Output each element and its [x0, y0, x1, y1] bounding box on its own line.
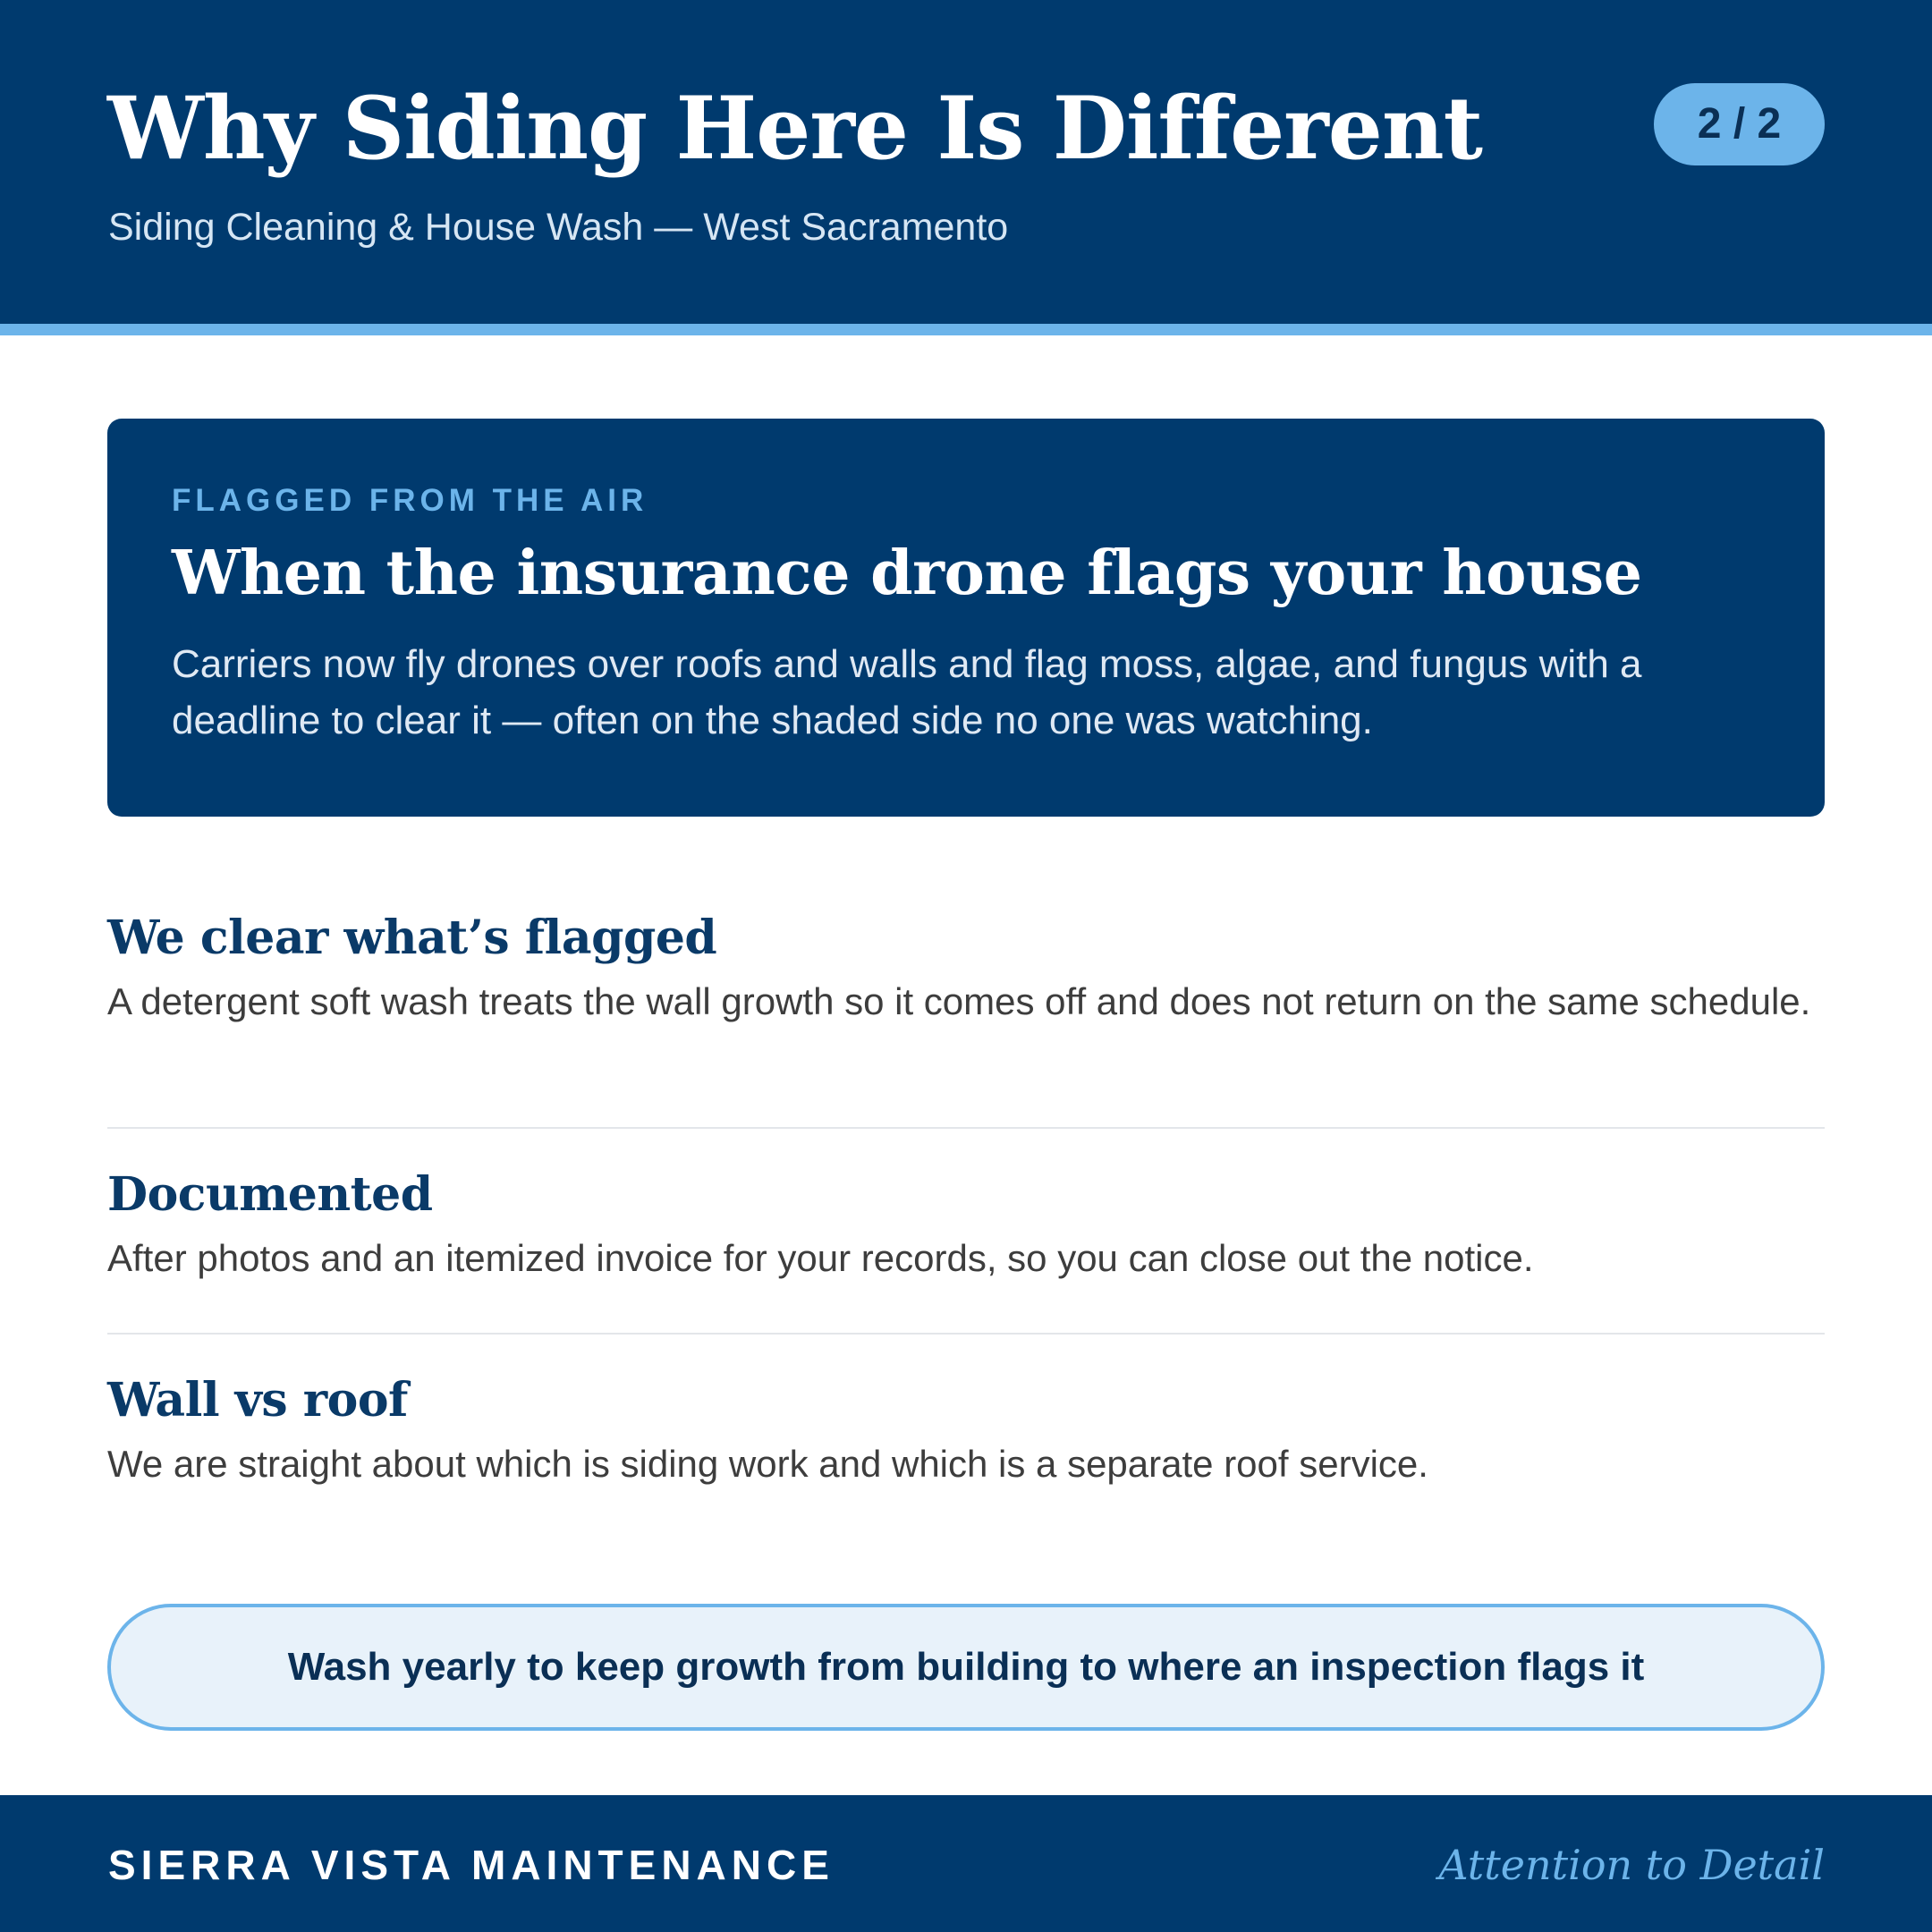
page-counter-badge: 2 / 2 [1654, 83, 1825, 165]
feature-body: A detergent soft wash treats the wall growth so it comes off and does not return on the same schedule. [107, 980, 1811, 1022]
feature-title: Documented [107, 1167, 433, 1222]
hero-title: When the insurance drone flags your house [172, 538, 1642, 609]
hero-body: Carriers now fly drones over roofs and walls and flag moss, algae, and fungus with a deadline to clear it — often on the shaded side no one was watching. [172, 642, 1642, 742]
hero-kicker: FLAGGED FROM THE AIR [172, 483, 648, 518]
feature-title: Wall vs roof [107, 1373, 408, 1428]
divider [107, 1127, 1825, 1129]
header-accent-stripe [0, 324, 1932, 335]
cta-text: Wash yearly to keep growth from building to where an inspection flags it [287, 1645, 1645, 1689]
hero-card [107, 419, 1825, 817]
feature-body: We are straight about which is siding work and which is a separate roof service. [107, 1443, 1428, 1485]
feature-body: After photos and an itemized invoice for your records, so you can close out the notice. [107, 1237, 1534, 1279]
cta-banner [107, 1604, 1825, 1731]
feature-item [107, 907, 1825, 1029]
divider [107, 1333, 1825, 1335]
feature-title: We clear what’s flagged [107, 911, 717, 965]
footer [0, 1795, 1932, 1932]
brand-tagline: Attention to Detail [1438, 1841, 1825, 1889]
feature-item [107, 1369, 1825, 1491]
page-title: Why Siding Here Is Different [107, 78, 1482, 179]
brand-name: SIERRA VISTA MAINTENANCE [108, 1842, 835, 1888]
header [0, 0, 1932, 324]
feature-item [107, 1164, 1825, 1285]
page-subtitle: Siding Cleaning & House Wash — West Sacramento [108, 206, 1009, 249]
